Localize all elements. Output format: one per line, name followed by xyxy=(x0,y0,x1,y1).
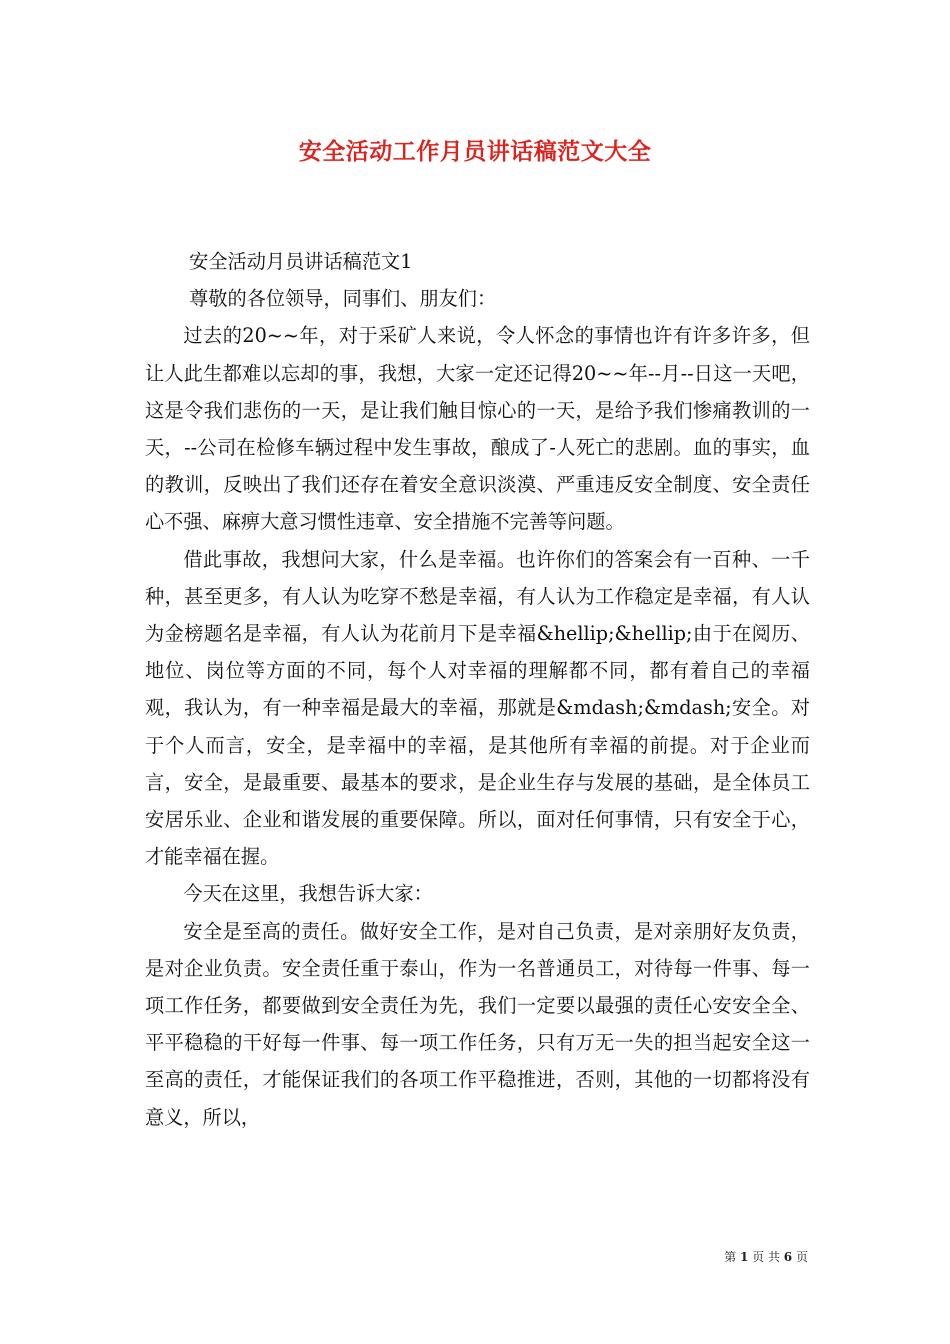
body-paragraph: 今天在这里，我想告诉大家： xyxy=(183,882,433,906)
body-paragraph: 安全是至高的责任。做好安全工作，是对自己负责，是对亲朋好友负责，是对企业负责。安全责任重于泰山，作为一名普通员工，对待每一件事、每一项工作任务，都要做到安全责任为先，我们一定要以最强的责任心安安全全、平平稳稳的干好每一件事、每一项工作任务，只有万无一失的担当起安全这一至高的责任，才能保证我们的各项工作平稳推进，否则，其他的一切都将没有意义，所以， xyxy=(145,919,810,1129)
greeting-paragraph: 尊敬的各位领导，同事们、朋友们： xyxy=(189,287,497,311)
section-heading: 安全活动月员讲话稿范文1 xyxy=(189,250,413,273)
document-title: 安全活动工作月员讲话稿范文大全 xyxy=(298,138,652,165)
footer-suffix: 页 xyxy=(795,1250,808,1264)
document-body xyxy=(145,243,810,1136)
page-number: 1 xyxy=(739,1250,749,1264)
page-footer xyxy=(724,1248,808,1265)
footer-middle: 页 共 xyxy=(752,1250,780,1264)
footer-prefix: 第 xyxy=(724,1250,737,1264)
body-paragraph: 借此事故，我想问大家，什么是幸福。也许你们的答案会有一百种、一千种，甚至更多，有人认为吃穿不愁是幸福，有人认为工作稳定是幸福，有人认为金榜题名是幸福，有人认为花前月下是幸福&hellip;&hellip;由于在阅历、地位、岗位等方面的不同，每个人对幸福的理解都不同，都有着自己的幸福观，我认为，有一种幸福是最大的幸福，那就是&mdash;&mdash;安全。对于个人而言，安全，是幸福中的幸福，是其他所有幸福的前提。对于企业而言，安全，是最重要、最基本的要求，是企业生存与发展的基础，是全体员工安居乐业、企业和谐发展的重要保障。所以，面对任何事情，只有安全于心，才能幸福在握。 xyxy=(145,547,810,869)
body-paragraph: 过去的20~~年，对于采矿人来说，令人怀念的事情也许有许多许多，但让人此生都难以忘却的事，我想，大家一定还记得20~~年--月--日这一天吧，这是令我们悲伤的一天，是让我们触目惊心的一天，是给予我们惨痛教训的一天，--公司在检修车辆过程中发生事故，酿成了-人死亡的悲剧。血的事实，血的教训，反映出了我们还存在着安全意识淡漠、严重违反安全制度、安全责任心不强、麻痹大意习惯性违章、安全措施不完善等问题。 xyxy=(145,324,810,534)
page-total: 6 xyxy=(783,1250,793,1264)
